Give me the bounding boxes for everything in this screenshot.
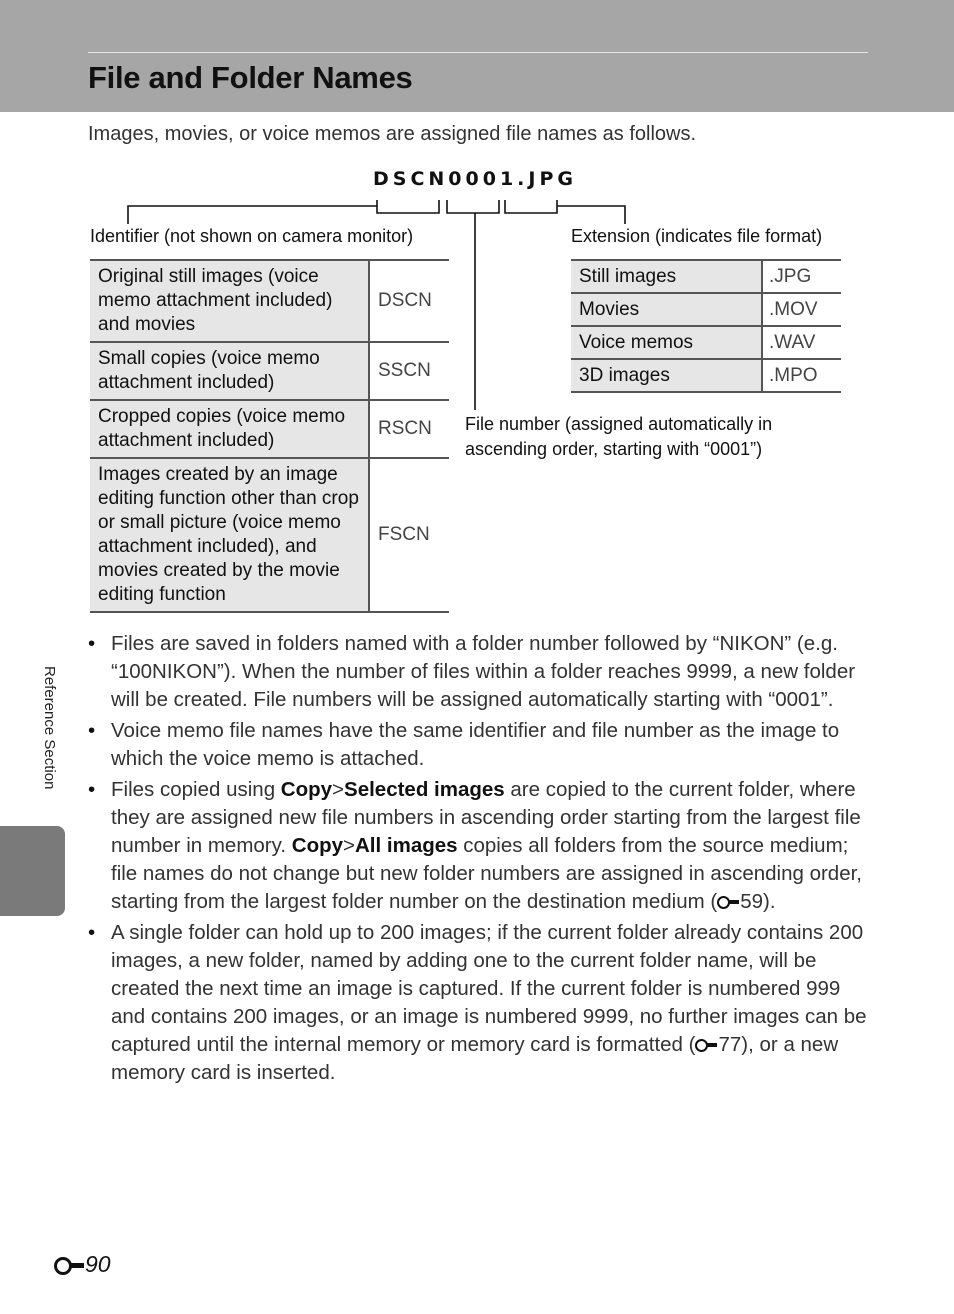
note-text: are copied to the current folder, where they are assigned new file numbers in ascending order starting from the largest file number in memory. [111, 778, 861, 857]
filename-example: DSCN0001.JPG [373, 168, 577, 190]
page-ref: 77 [718, 1033, 742, 1056]
file-number-caption-line1: File number (assigned automatically in [465, 414, 773, 434]
side-section-label: Reference Section [41, 666, 58, 790]
table-row [90, 260, 449, 342]
identifier-code: DSCN [369, 260, 449, 342]
list-item [88, 776, 873, 916]
identifier-code: SSCN [369, 342, 449, 400]
note-text: A single folder can hold up to 200 images; if the current folder already contains 200 images, a new folder, named by adding one to the current folder name, will be created the next time an image is captured. If the current folder is numbered 999 and contains 200 images, or an image is numbered 9999, no further images can be captured until the internal memory or memory card is formatted ( [111, 921, 867, 1056]
bullet-icon: • [88, 632, 96, 655]
extension-desc: Voice memos [571, 326, 762, 359]
extension-code: .WAV [762, 326, 841, 359]
identifier-desc: Cropped copies (voice memo attachment included) [90, 400, 369, 458]
page-ref: 59 [740, 890, 764, 913]
identifier-caption: Identifier (not shown on camera monitor) [90, 226, 414, 246]
bullet-icon: • [88, 719, 96, 742]
section-tab [0, 826, 65, 916]
table-row [571, 326, 841, 359]
extension-code: .MPO [762, 359, 841, 392]
extension-code: .MOV [762, 293, 841, 326]
table-row [571, 260, 841, 293]
table-row [90, 342, 449, 400]
table-row [90, 400, 449, 458]
note-text: ), or a new memory card is inserted. [111, 1033, 839, 1084]
extension-caption: Extension (indicates file format) [571, 226, 823, 246]
reference-section-icon [695, 1038, 717, 1052]
list-item [88, 717, 873, 773]
note-text: Voice memo file names have the same identifier and file number as the image to which the voice memo is attached. [111, 719, 840, 770]
menu-selected-images: Selected images [344, 778, 505, 801]
identifier-desc: Small copies (voice memo attachment included) [90, 342, 369, 400]
extension-code: .JPG [762, 260, 841, 293]
identifier-code: RSCN [369, 400, 449, 458]
identifier-desc: Original still images (voice memo attachment included) and movies [90, 260, 369, 342]
file-number-caption-line2: ascending order, starting with “0001”) [465, 439, 763, 459]
bullet-icon: • [88, 921, 96, 944]
identifier-table [90, 259, 449, 613]
extension-desc: Movies [571, 293, 762, 326]
table-row [90, 458, 449, 612]
page-number [54, 1251, 111, 1278]
note-text: ). [763, 890, 776, 913]
menu-all-images: All images [355, 834, 458, 857]
identifier-desc: Images created by an image editing function other than crop or small picture (voice memo attachment included), and movies created by the movie editing function [90, 458, 369, 612]
reference-section-icon [717, 895, 739, 909]
list-item [88, 919, 873, 1087]
menu-copy: Copy [280, 778, 333, 801]
page-title: File and Folder Names [88, 60, 413, 95]
table-row [571, 359, 841, 392]
table-row [571, 293, 841, 326]
identifier-code: FSCN [369, 458, 449, 612]
extension-desc: 3D images [571, 359, 762, 392]
bullet-icon: • [88, 778, 96, 801]
notes-list [88, 630, 873, 1090]
reference-section-icon [54, 1256, 84, 1274]
note-text: Files are saved in folders named with a folder number followed by “NIKON” (e.g. “100NIKON”). When the number of files within a folder reaches 9999, a new folder will be created. File numbers will be assigned automatically starting with “0001”. [111, 632, 856, 711]
menu-separator: > [332, 778, 345, 801]
extension-desc: Still images [571, 260, 762, 293]
note-text: copies all folders from the source medium; file names do not change but new folder numbers are assigned in ascending order, starting from the largest folder number on the destination medium ( [111, 834, 863, 913]
page-number-value: 90 [85, 1251, 111, 1277]
menu-copy: Copy [291, 834, 344, 857]
list-item [88, 630, 873, 714]
menu-separator: > [343, 834, 355, 857]
extension-table [571, 259, 841, 393]
note-text: Files copied using [111, 778, 281, 801]
intro-text: Images, movies, or voice memos are assigned file names as follows. [88, 123, 697, 145]
